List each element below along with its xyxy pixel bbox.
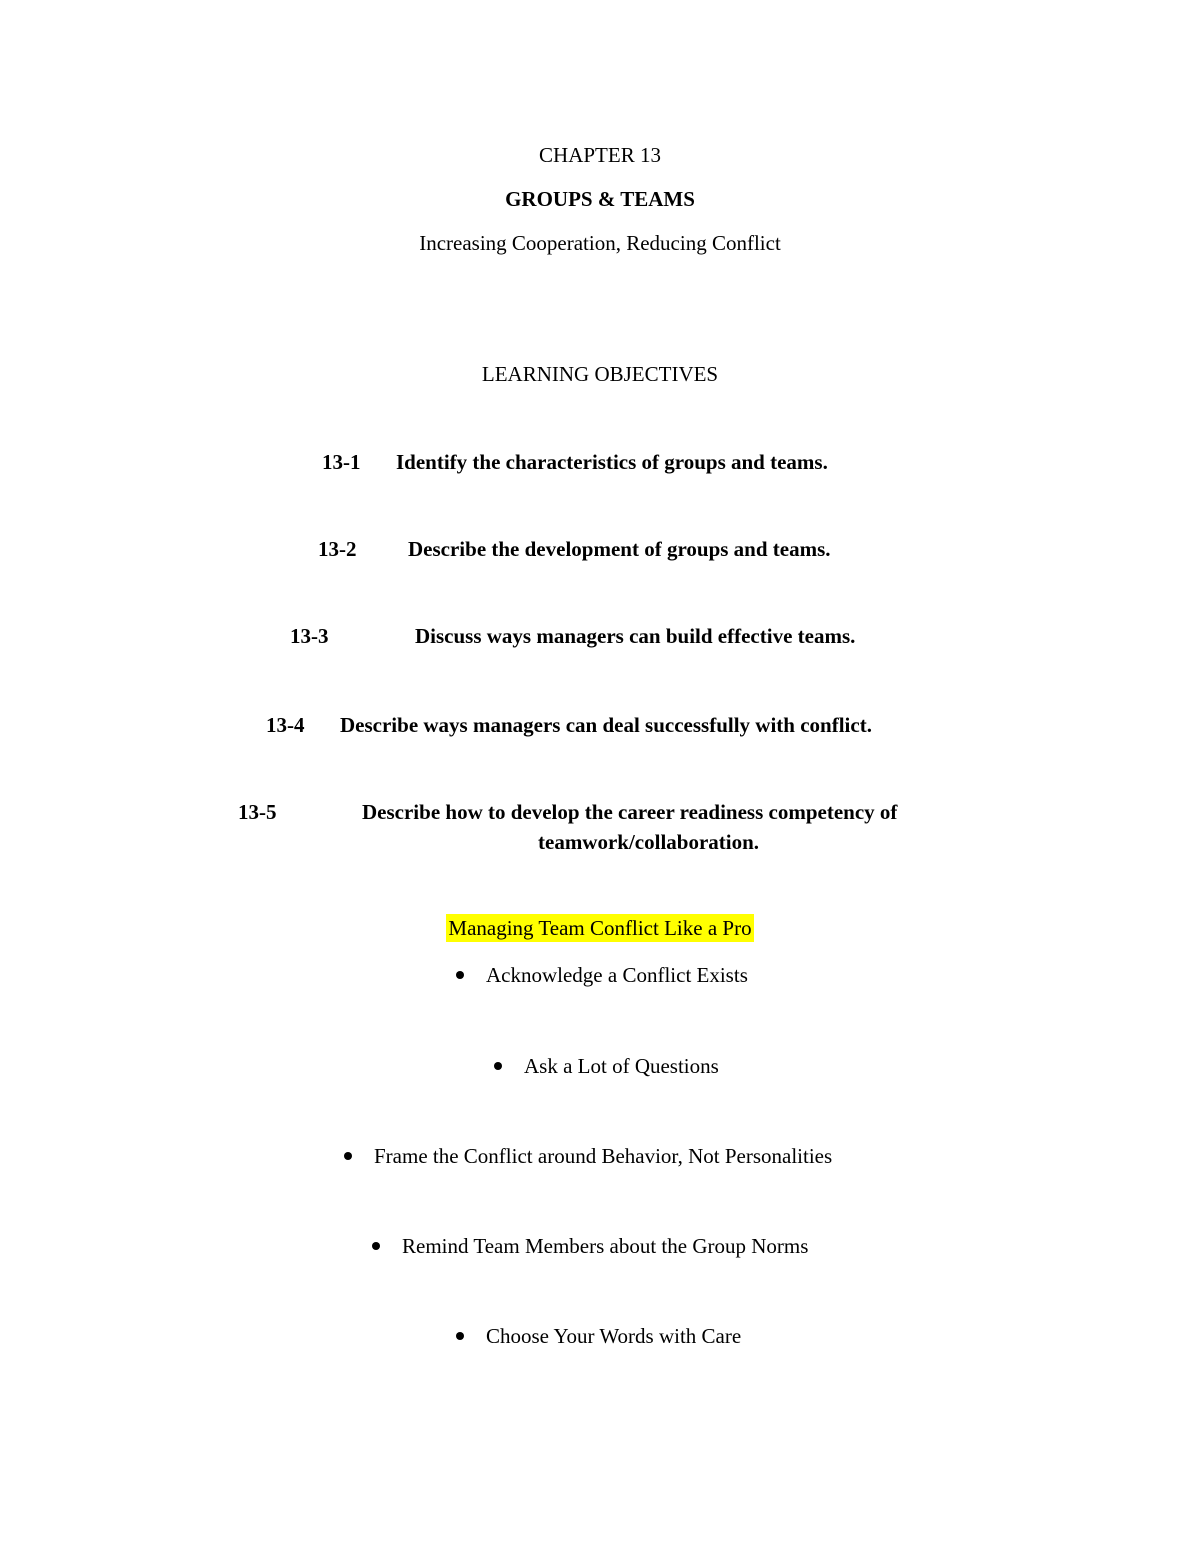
list-item-text: Frame the Conflict around Behavior, Not Personalities bbox=[374, 1144, 833, 1168]
list-item bbox=[344, 1143, 832, 1169]
objective-number: 13-4 bbox=[266, 713, 305, 737]
bullet-icon bbox=[456, 971, 464, 979]
list-item bbox=[456, 962, 748, 988]
list-item-text: Remind Team Members about the Group Norms bbox=[402, 1234, 809, 1258]
chapter-subtitle: Increasing Cooperation, Reducing Conflict bbox=[419, 231, 781, 255]
bullet-icon bbox=[494, 1062, 502, 1070]
objective-text: Identify the characteristics of groups and teams. bbox=[396, 450, 828, 474]
list-item bbox=[494, 1053, 719, 1079]
list-item-text: Choose Your Words with Care bbox=[486, 1324, 742, 1348]
highlighted-heading-text: Managing Team Conflict Like a Pro bbox=[448, 916, 752, 940]
chapter-number: CHAPTER 13 bbox=[539, 143, 661, 167]
list-item bbox=[372, 1233, 808, 1259]
list-item-text: Acknowledge a Conflict Exists bbox=[486, 963, 748, 987]
objective-text: Discuss ways managers can build effective teams. bbox=[415, 624, 856, 648]
objective-text-continued: teamwork/collaboration. bbox=[538, 830, 760, 854]
objective-number: 13-3 bbox=[290, 624, 329, 648]
list-item-text: Ask a Lot of Questions bbox=[524, 1054, 719, 1078]
list-item bbox=[456, 1323, 741, 1349]
learning-objectives-heading: LEARNING OBJECTIVES bbox=[481, 362, 719, 386]
bullet-icon bbox=[372, 1242, 380, 1250]
objective-number: 13-5 bbox=[238, 800, 277, 824]
objective-number: 13-1 bbox=[322, 450, 361, 474]
bullet-icon bbox=[456, 1332, 464, 1340]
bullet-icon bbox=[344, 1152, 352, 1160]
objective-text: Describe the development of groups and teams. bbox=[408, 537, 831, 561]
conflict-section-heading bbox=[0, 915, 1200, 941]
chapter-title: GROUPS & TEAMS bbox=[505, 187, 695, 211]
objective-text: Describe ways managers can deal successfully with conflict. bbox=[340, 713, 872, 737]
objective-text: Describe how to develop the career readiness competency of bbox=[362, 800, 898, 824]
objective-number: 13-2 bbox=[318, 537, 357, 561]
